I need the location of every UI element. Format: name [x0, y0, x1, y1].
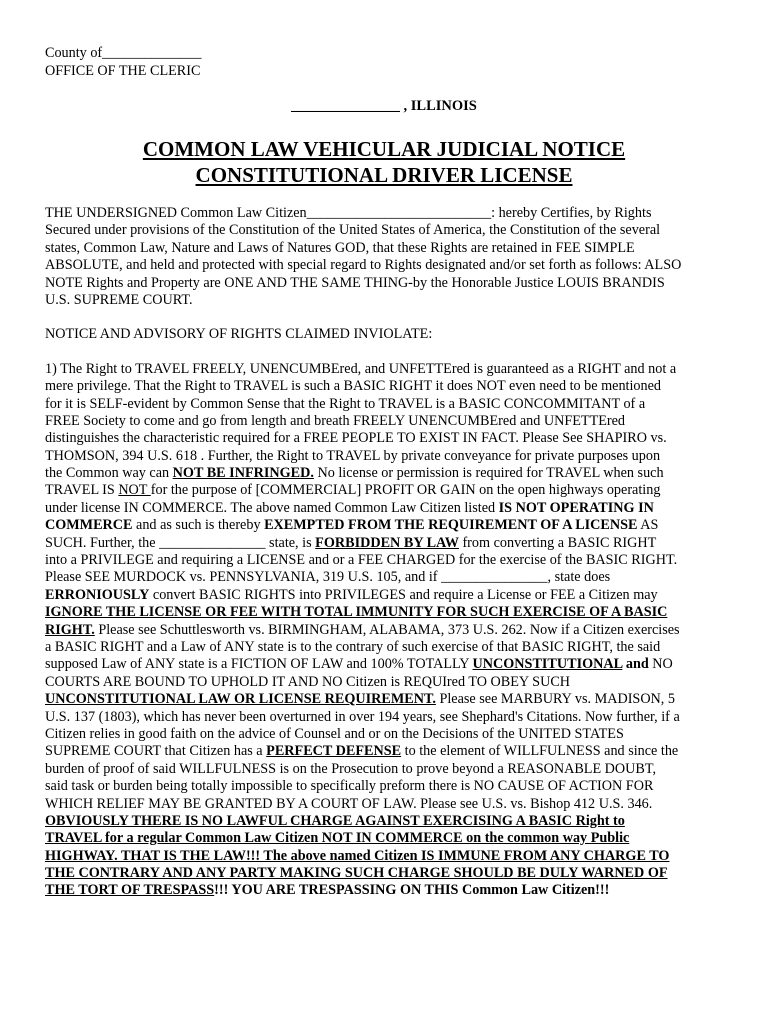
intro-line: NOTE Rights and Property are ONE AND THE SAME THING-by the Honorable Justice LOUIS BRANDIS	[45, 274, 665, 291]
title-line-2: CONSTITUTIONAL DRIVER LICENSE	[195, 163, 573, 187]
emphasis-run: COMMERCE	[45, 517, 133, 534]
paragraph-line	[45, 535, 731, 552]
text-run: for the purpose of [COMMERCIAL] PROFIT OR GAIN on the open highways operating	[150, 482, 661, 499]
paragraph-line: for it is SELF-evident by Common Sense that the Right to TRAVEL is a BASIC CONCOMMITANT of a	[45, 395, 646, 412]
text-run: TRAVEL IS	[45, 482, 119, 499]
intro-line: THE UNDERSIGNED Common Law Citizen__________________________: hereby Certifies, by Rights	[45, 205, 652, 221]
paragraph-line: OBVIOUSLY THERE IS NO LAWFUL CHARGE AGAINST EXERCISING A BASIC Right to	[45, 812, 625, 829]
paragraph-line: a BASIC RIGHT and a Law of ANY state is to the contrary of such exercise of that BASIC RIGHT, the said	[45, 638, 661, 655]
paragraph-line: FREE Society to come and go from length and breath FREELY UNENCUMBEred and UNFETTEred	[45, 412, 626, 429]
notice-heading-text: NOTICE AND ADVISORY OF RIGHTS CLAIMED INVIOLATE:	[45, 326, 433, 343]
text-run: AS	[637, 517, 659, 534]
right-to-travel-paragraph	[45, 361, 731, 900]
text-run: NO	[648, 656, 673, 673]
paragraph-line: WHICH RELIEF MAY BE GRANTED BY A COURT OF LAW. Please see U.S. vs. Bishop 412 U.S. 346.	[45, 795, 653, 812]
text-run: !!! YOU ARE TRESPASSING ON THIS Common Law Citizen!!!	[214, 882, 610, 899]
text-run: Please see MARBURY vs. MADISON, 5	[435, 691, 675, 708]
paragraph-line: IGNORE THE LICENSE OR FEE WITH TOTAL IMMUNITY FOR SUCH EXERCISE OF A BASIC	[45, 604, 668, 621]
paragraph-line	[45, 743, 731, 760]
emphasis-run: THE TORT OF TRESPASS	[45, 882, 215, 899]
text-run: SUCH. Further, the _______________ state, is	[45, 534, 316, 551]
paragraph-line	[45, 500, 731, 517]
text-run: and as such is thereby	[132, 517, 265, 534]
intro-line: states, Common Law, Nature and Laws of Natures GOD, that these Rights are retained in FEE SIMPLE	[45, 239, 635, 256]
document-body	[45, 205, 731, 900]
paragraph-line	[45, 656, 731, 673]
text-run: the Common way can	[45, 465, 173, 482]
emphasis-run: IS NOT OPERATING IN	[498, 499, 654, 516]
paragraph-line: THE CONTRARY AND ANY PARTY MAKING SUCH CHARGE SHOULD BE DULY WARNED OF	[45, 865, 668, 882]
paragraph-line	[45, 882, 731, 899]
title-line-1: COMMON LAW VEHICULAR JUDICIAL NOTICE	[142, 137, 626, 161]
emphasis-run: UNCONSTITUTIONAL	[472, 656, 623, 673]
emphasis-run: UNCONSTITUTIONAL LAW OR LICENSE REQUIREMENT.	[45, 691, 436, 708]
paragraph-line: mere privilege. That the Right to TRAVEL is such a BASIC RIGHT it does NOT even need to be mentioned	[45, 378, 662, 395]
notice-heading	[45, 326, 731, 343]
text-run: Please see Schuttlesworth vs. BIRMINGHAM, ALABAMA, 373 U.S. 262. Now if a Citizen exercises	[94, 621, 680, 638]
emphasis-run: NOT BE INFRINGED.	[172, 465, 314, 482]
text-run: to the element of WILLFULNESS and since the	[401, 743, 679, 760]
paragraph-line	[45, 517, 731, 534]
emphasis-run: RIGHT.	[45, 621, 95, 638]
paragraph-line: COURTS ARE BOUND TO UPHOLD IT AND NO Citizen is REQUIred TO OBEY SUCH	[45, 673, 571, 690]
emphasis-run: FORBIDDEN BY LAW	[315, 534, 459, 551]
paragraph-line: 1) The Right to TRAVEL FREELY, UNENCUMBEred, and UNFETTEred is guaranteed as a RIGHT and not a	[45, 360, 677, 377]
emphasis-run: ERRONIOUSLY	[45, 586, 150, 603]
paragraph-line: Please SEE MURDOCK vs. PENNSYLVANIA, 319 U.S. 105, and if _______________, state does	[45, 569, 611, 586]
paragraph-line	[45, 482, 731, 499]
text-run: under license IN COMMERCE. The above named Common Law Citizen listed	[45, 499, 499, 516]
emphasis-run: and	[622, 656, 649, 673]
intro-line: Secured under provisions of the Constitution of the United States of America, the Constitution of the several	[45, 222, 661, 239]
document-title	[0, 136, 768, 188]
emphasis-run: PERFECT DEFENSE	[266, 743, 402, 760]
text-run: supposed Law of ANY state is a FICTION OF LAW and 100% TOTALLY	[45, 656, 473, 673]
paragraph-line: said task or burden being totally impossible to specifically preform there is NO CAUSE OF ACTION FOR	[45, 778, 654, 795]
document-header	[45, 44, 201, 80]
emphasis-run: EXEMPTED FROM THE REQUIREMENT OF A LICENSE	[264, 517, 638, 534]
paragraph-line: into a PRIVILEGE and requiring a LICENSE and or a FEE CHARGED for the exercise of the BASIC RIGHT.	[45, 552, 678, 569]
paragraph-line	[45, 587, 731, 604]
paragraph-line	[45, 622, 731, 639]
paragraph-line: THOMSON, 394 U.S. 618 . Further, the Right to TRAVEL by private conveyance for private purposes upon	[45, 447, 661, 464]
office-line: OFFICE OF THE CLERIC	[45, 63, 201, 79]
paragraph-line	[45, 465, 731, 482]
paragraph-line: distinguishes the characteristic required for a FREE PEOPLE TO EXIST IN FACT. Please See SHAPIRO vs.	[45, 430, 667, 447]
county-line: County of______________	[45, 45, 202, 61]
paragraph-line: TRAVEL for a regular Common Law Citizen NOT IN COMMERCE on the common way Public	[45, 830, 630, 847]
paragraph-line: HIGHWAY. THAT IS THE LAW!!! The above named Citizen IS IMMUNE FROM ANY CHARGE TO	[45, 847, 670, 864]
intro-paragraph	[45, 205, 731, 309]
text-run: from converting a BASIC RIGHT	[458, 534, 657, 551]
text-run: convert BASIC RIGHTS into PRIVILEGES and require a License or FEE a Citizen may	[149, 586, 658, 603]
state-line: _______________ , ILLINOIS	[291, 98, 477, 114]
intro-line: ABSOLUTE, and held and protected with special regard to Rights designated and/or set forth as follows: ALSO	[45, 257, 682, 274]
emphasis-run: NOT	[118, 482, 151, 499]
paragraph-line	[45, 691, 731, 708]
text-run: SUPREME COURT that Citizen has a	[45, 743, 267, 760]
intro-line: U.S. SUPREME COURT.	[45, 291, 193, 308]
text-run: No license or permission is required for TRAVEL when such	[313, 465, 664, 482]
paragraph-line: burden of proof of said WILLFULNESS is on the Prosecution to prove beyond a REASONABLE DOUBT,	[45, 760, 657, 777]
paragraph-line: U.S. 137 (1803), which has never been overturned in over 194 years, see Shephard's Citations. Now further, if a	[45, 708, 680, 725]
paragraph-line: Citizen relies in good faith on the advice of Counsel and or on the Decisions of the UNITED STATES	[45, 725, 624, 742]
